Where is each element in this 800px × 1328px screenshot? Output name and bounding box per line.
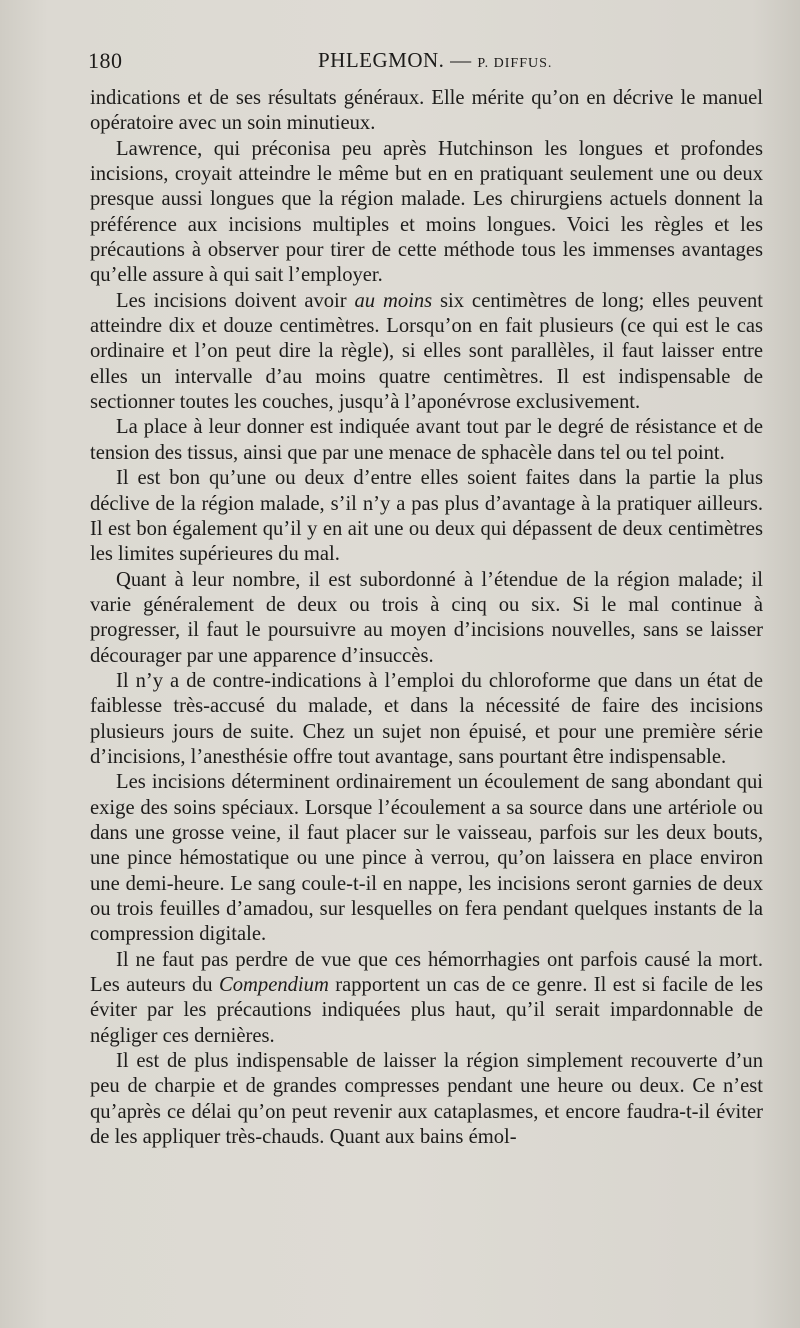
paragraph: Quant à leur nombre, il est subordonné à l’étendue de la région malade; il varie généralement de deux ou trois à cinq ou six. Si le mal continue à progresser, il faut le poursuivre au moyen d’incisions nouvelles, sans se laisser décourager par une apparence d’insuccès. [90,568,763,667]
page-number: 180 [88,48,123,73]
paragraph: Il ne faut pas perdre de vue que ces hémorrhagies ont parfois causé la mort. Les auteurs du Compendium rapportent un cas de ce genre. Il est si facile de les éviter par les précautions indiquées plus haut, qu’il serait impardonnable de négliger ces dernières. [90,948,763,1047]
page-header [88,48,752,80]
running-title [318,48,552,73]
running-title-main: PHLEGMON. — [318,48,472,72]
paragraph: Les incisions déterminent ordinairement un écoulement de sang abondant qui exige des soins spéciaux. Lorsque l’écoulement a sa source dans une artériole ou dans une grosse veine, il faut placer sur le vaisseau, parfois sur les deux bouts, une pince hémostatique ou une pince à verrou, qu’on laissera en place environ une demi-heure. Le sang coule-t-il en nappe, les incisions seront garnies de deux ou trois feuilles d’amadou, sur lesquelles on fera pendant quelques instants de la compression digitale. [90,771,763,946]
paragraph: La place à leur donner est indiquée avant tout par le degré de résistance et de tension des tissus, ainsi que par une menace de sphacèle dans tel ou tel point. [90,416,763,464]
running-title-sub: P. DIFFUS. [477,56,553,71]
paragraph: Lawrence, qui préconisa peu après Hutchinson les longues et profondes incisions, croyait atteindre le même but en en pratiquant seulement une ou deux presque aussi longues que la région malade. Les chirurgiens actuels donnent la préférence aux incisions multiples et moins longues. Voici les règles et les précautions à observer pour tirer de cette méthode tous les immenses avantages qu’elle assure à qui sait l’employer. [90,137,763,287]
paragraph: Il n’y a de contre-indications à l’emploi du chloroforme que dans un état de faiblesse très-accusé du malade, et dans la nécessité de faire des incisions plusieurs jours de suite. Chez un sujet non épuisé, et pour une première série d’incisions, l’anesthésie offre tout avantage, sans pourtant être indispensable. [90,669,763,768]
paragraph: indications et de ses résultats généraux. Elle mérite qu’on en décrive le manuel opératoire avec un soin minutieux. [90,87,763,135]
paragraph: Les incisions doivent avoir au moins six centimètres de long; elles peuvent atteindre dix et douze centimètres. Lorsqu’on en fait plusieurs (ce qui est le cas ordinaire et l’on peut dire la règle), si elles sont parallèles, il faut laisser entre elles un intervalle d’au moins quatre centimètres. Il est indispensable de sectionner toutes les couches, jusqu’à l’aponévrose exclusivement. [90,289,763,414]
italic-title: Compendium [219,974,329,997]
paragraph: Il est de plus indispensable de laisser la région simplement recouverte d’un peu de charpie et de grandes compresses pendant une heure ou deux. Ce n’est qu’après ce délai qu’on peut revenir aux cataplasmes, et encore faudra-t-il éviter de les appliquer très-chauds. Quant aux bains émol- [90,1050,763,1149]
body-text [90,86,763,1150]
paragraph: Il est bon qu’une ou deux d’entre elles soient faites dans la partie la plus déclive de la région malade, s’il n’y a pas plus d’avantage à la pratiquer ailleurs. Il est bon également qu’il y en ait une ou deux qui dépassent de deux centimètres les limites supérieures du mal. [90,467,763,566]
italic-phrase: au moins [354,289,433,312]
